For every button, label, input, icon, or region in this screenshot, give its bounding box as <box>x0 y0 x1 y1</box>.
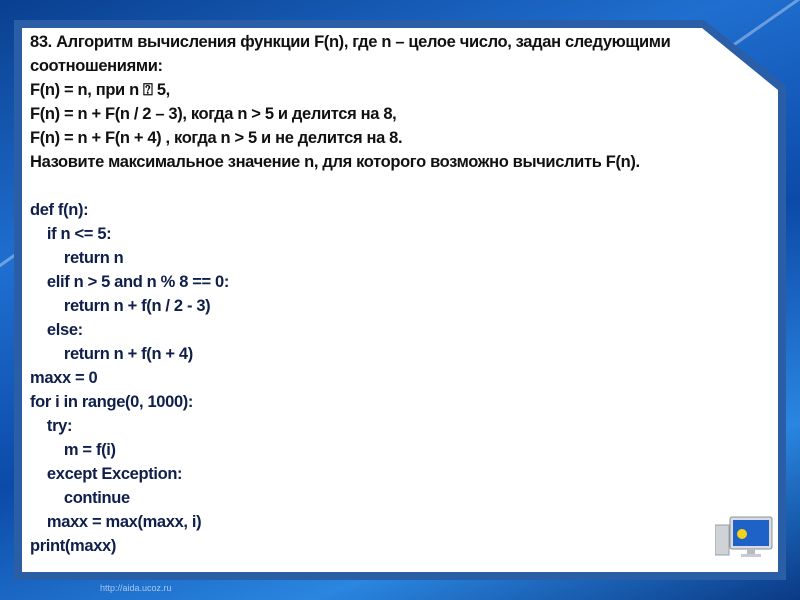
code-line: elif n > 5 and n % 8 == 0: <box>30 273 230 291</box>
code-line: return n <box>30 249 124 267</box>
code-block <box>30 198 750 558</box>
code-line: for i in range(0, 1000): <box>30 393 194 411</box>
question-line: F(n) = n, при n ⍰ 5, <box>30 81 170 99</box>
computer-icon <box>715 515 775 565</box>
code-line: if n <= 5: <box>30 225 112 243</box>
code-line: continue <box>30 489 130 507</box>
question-line: соотношениями: <box>30 57 163 75</box>
code-line: m = f(i) <box>30 441 116 459</box>
question-line: Назовите максимальное значение n, для которого возможно вычислить F(n). <box>30 153 640 171</box>
code-line: maxx = max(maxx, i) <box>30 513 202 531</box>
code-line: return n + f(n / 2 - 3) <box>30 297 211 315</box>
question-line: F(n) = n + F(n + 4) , когда n > 5 и не делится на 8. <box>30 129 403 147</box>
slide-content <box>30 30 750 558</box>
code-line: else: <box>30 321 83 339</box>
question-line: 83. Алгоритм вычисления функции F(n), где n – целое число, задан следующими <box>30 33 671 51</box>
code-line: except Exception: <box>30 465 183 483</box>
code-line: print(maxx) <box>30 537 116 555</box>
code-line: def f(n): <box>30 201 89 219</box>
watermark: http://aida.ucoz.ru <box>100 583 172 593</box>
question-text <box>30 30 750 174</box>
code-line: try: <box>30 417 73 435</box>
question-line: F(n) = n + F(n / 2 – 3), когда n > 5 и делится на 8, <box>30 105 397 123</box>
code-line: return n + f(n + 4) <box>30 345 193 363</box>
code-line: maxx = 0 <box>30 369 98 387</box>
